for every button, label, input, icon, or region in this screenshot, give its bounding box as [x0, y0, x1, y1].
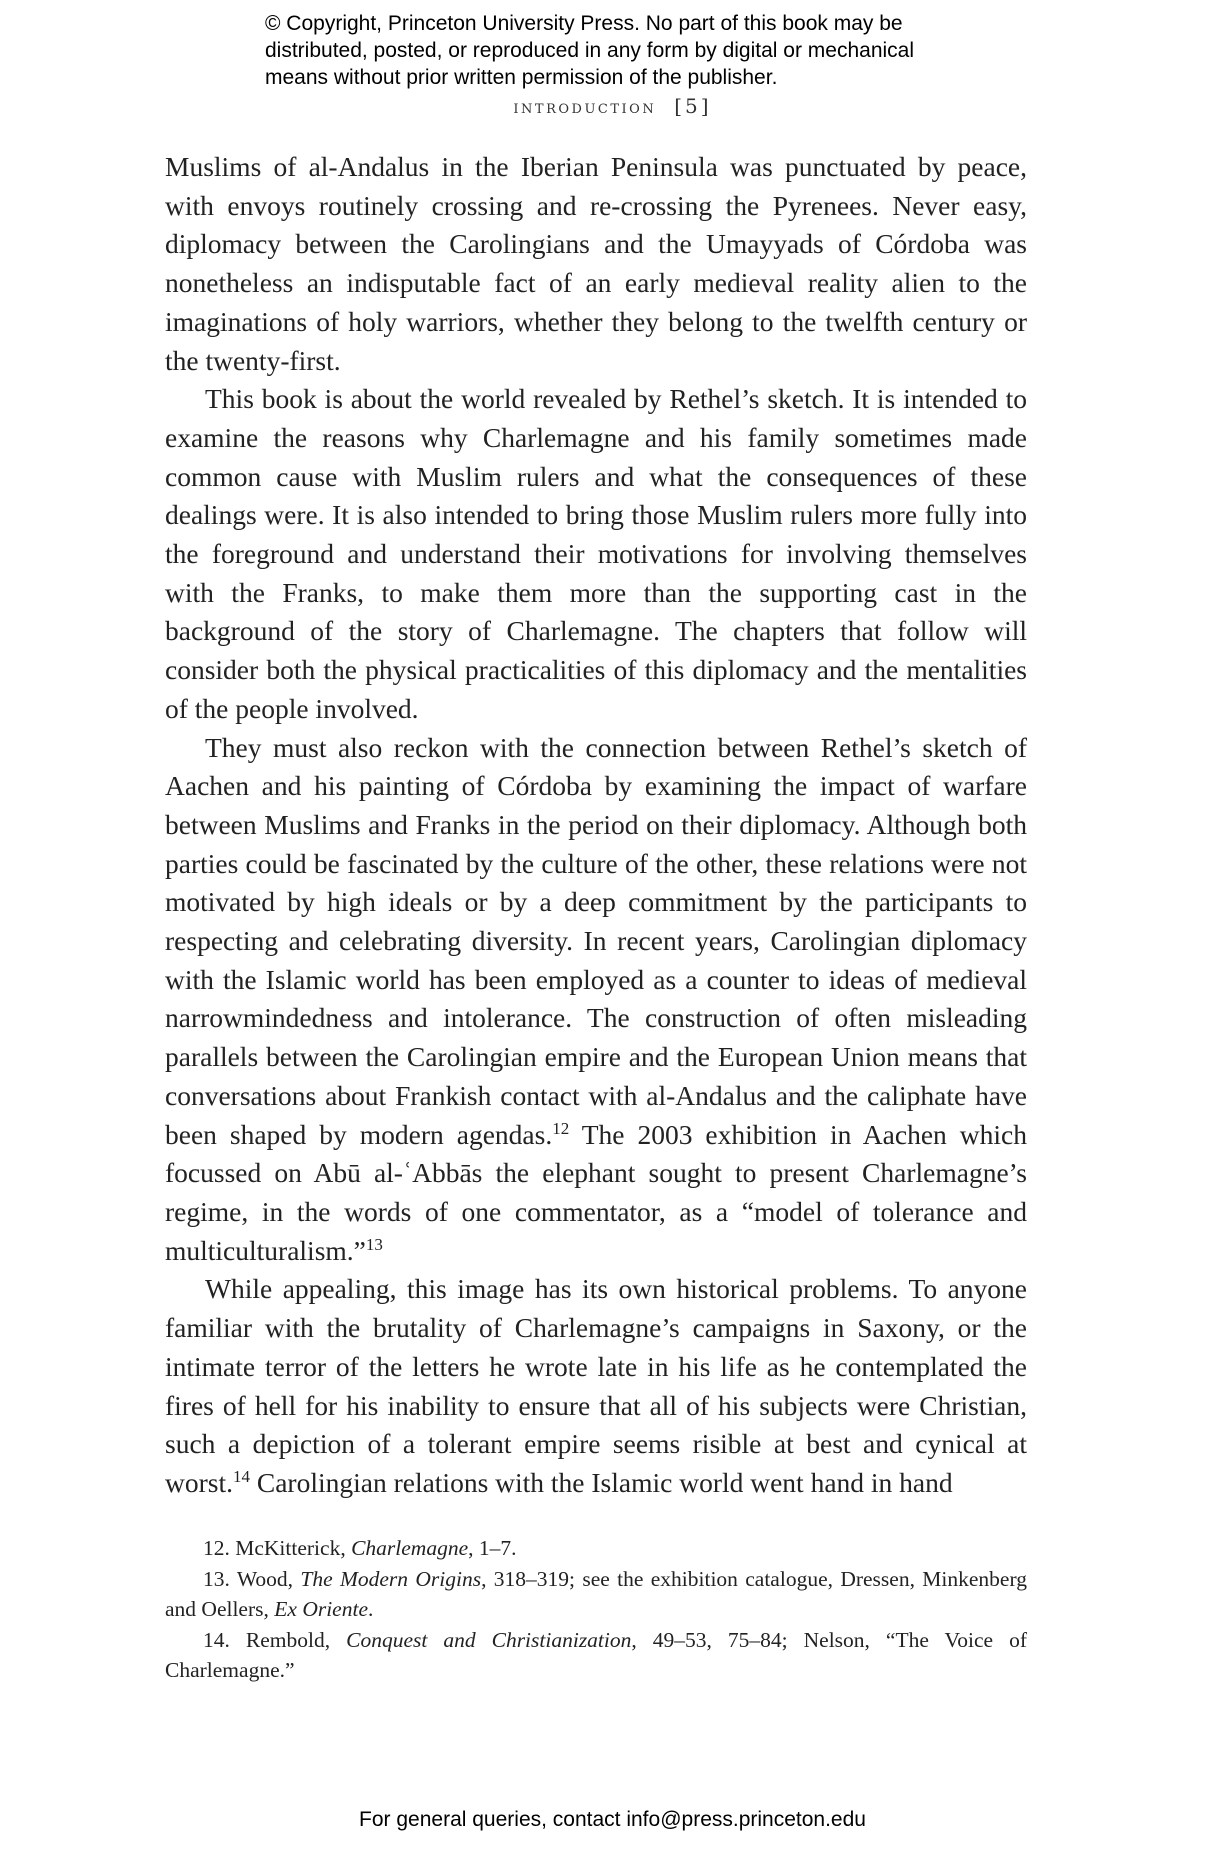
footnote-rest: .	[368, 1597, 374, 1621]
footnote	[165, 1533, 1027, 1564]
footnote-rest: , 318–319; see the exhibition catalogue, Dressen, Minkenberg and Oellers,	[165, 1566, 1027, 1621]
footnote-title: Conquest and Christianization	[346, 1627, 632, 1652]
paragraph-text: While appealing, this image has its own historical problems. To anyone familiar with the brutality of Charlemagne’s campaigns in Saxony, or the intimate terror of the letters he wrote late in his life as he contemplated the fires of hell for his inability to ensure that all of his subjects were Christian, such a depiction of a tolerant empire seems risible at best and cynical at worst.	[165, 1273, 1027, 1498]
footnote-rest: , 49–53, 75–84; Nelson, “The Voice of Charlemagne.”	[165, 1627, 1027, 1682]
footnotes	[165, 1533, 1027, 1686]
copyright-notice	[265, 10, 1025, 91]
copyright-line: © Copyright, Princeton University Press. No part of this book may be	[265, 12, 903, 35]
footnote-title: Charlemagne	[351, 1536, 469, 1560]
paragraph-text: Carolingian relations with the Islamic world went hand in hand	[250, 1466, 953, 1498]
paragraph	[165, 729, 1027, 1271]
paragraph-text: They must also reckon with the connection between Rethel’s sketch of Aachen and his painting of Córdoba by examining the impact of warfare between Muslims and Franks in the period on their diplomacy. Although both parties could be fascinated by the culture of the other, these relations were not motivated by high ideals or by a deep commitment by the participants to respecting and celebrating diversity. In recent years, Carolingian diplomacy with the Islamic world has been employed as a counter to ideas of medieval narrowmindedness and intolerance. The construction of often misleading parallels between the Carolingian empire and the European Union means that conversations about Frankish contact with al-Andalus and the caliphate have been shaped by modern agendas.	[165, 731, 1027, 1150]
footnote-ref[interactable]: 13	[365, 1234, 383, 1254]
paragraph: This book is about the world revealed by Rethel’s sketch. It is intended to examine the reasons why Charlemagne and his family sometimes made common cause with Muslim rulers and what the consequences of these dealings were. It is also intended to bring those Muslim rulers more fully into the foreground and understand their motivations for involving themselves with the Franks, to make them more than the supporting cast in the background of the story of Charlemagne. The chapters that follow will consider both the physical practicalities of this diplomacy and the mentalities of the people involved.	[165, 383, 1027, 724]
contact-footer: For general queries, contact info@press.princeton.edu	[359, 1808, 866, 1831]
page-number: [5]	[674, 94, 712, 118]
body-text	[165, 148, 1027, 1503]
footnote-ref[interactable]: 12	[552, 1118, 570, 1138]
running-head-section: introduction	[513, 96, 657, 118]
footnote-ref[interactable]: 14	[233, 1466, 250, 1486]
footnote-rest: , 1–7.	[468, 1536, 517, 1560]
footnote-lead: 13. Wood,	[203, 1566, 301, 1591]
paragraph	[165, 1270, 1027, 1502]
footnote-title: The Modern Origins	[300, 1566, 482, 1591]
paragraph: Muslims of al-Andalus in the Iberian Peninsula was punctuated by peace, with envoys routinely crossing and re-crossing the Pyrenees. Never easy, diplomacy between the Carolingians and the Umayyads of Córdoba was nonetheless an indisputable fact of an early medieval reality alien to the imaginations of holy warriors, whether they belong to the twelfth century or the twenty-first.	[165, 151, 1027, 376]
footnote-title: Ex Oriente	[274, 1597, 368, 1621]
running-head	[0, 94, 1225, 118]
footnote	[165, 1625, 1027, 1686]
footnote-lead: 12. McKitterick,	[203, 1536, 352, 1560]
paragraph-text: The 2003 exhibition in Aachen which focussed on Abū al-ʿAbbās the elephant sought to present Charlemagne’s regime, in the words of one commentator, as a “model of tolerance and multiculturalism.”	[165, 1118, 1027, 1266]
footnote	[165, 1564, 1027, 1625]
copyright-line: means without prior written permission of the publisher.	[265, 66, 778, 89]
copyright-line: distributed, posted, or reproduced in any form by digital or mechanical	[265, 39, 915, 62]
footnote-lead: 14. Rembold,	[203, 1627, 347, 1652]
